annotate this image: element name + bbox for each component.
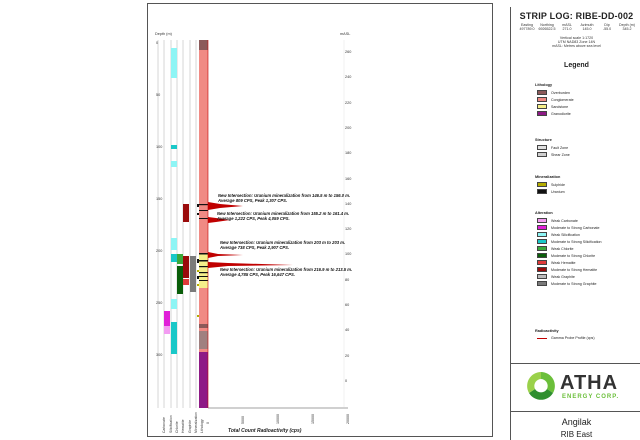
x-axis-title: Total Count Radioactivity (cps) (228, 428, 302, 434)
hematite-interval (183, 256, 189, 278)
masl-tick-label: 240 (345, 75, 352, 80)
legend-item (537, 274, 575, 279)
collar-field-label: Azimuth (580, 23, 594, 27)
legend-swatch (537, 267, 547, 272)
legend-swatch (537, 260, 547, 265)
x-tick-label: 20000 (346, 414, 350, 424)
collar-field-label: Dip (604, 23, 610, 27)
depth-tick-label: 150 (156, 197, 163, 201)
chlorite-interval (177, 254, 183, 264)
legend-label: Moderate to Strong Silicification (551, 239, 602, 244)
carbonate-interval (164, 326, 170, 334)
strip-log-plot (148, 4, 510, 438)
lithology-granodiorite (199, 352, 208, 408)
silicification-interval (171, 161, 177, 167)
masl-tick-label: 160 (345, 176, 352, 181)
collar-field-label: Northing (540, 23, 554, 27)
legend-label: Uranium (551, 189, 565, 194)
logo-name: ATHA (560, 372, 619, 394)
collar-field (577, 23, 597, 31)
project-name: Angilak (561, 417, 592, 427)
legend-label: Sulphide (551, 182, 565, 187)
silicification-interval (171, 238, 177, 250)
collar-field-value: 145.0 (582, 27, 592, 32)
graphite-interval (190, 256, 196, 292)
legend-swatch (537, 189, 547, 194)
collar-field (537, 23, 557, 31)
collar-field-value: 271.0 (562, 27, 572, 32)
legend-item (537, 189, 565, 194)
area-name: RIB East (560, 430, 593, 439)
legend-swatch (537, 232, 547, 237)
projection-text: UTM NAD83 Zone 14N (557, 40, 596, 44)
legend-swatch (537, 239, 547, 244)
legend-label: Fault Zone (551, 145, 569, 150)
legend-label: Shear Zone (551, 152, 570, 157)
logo-subtitle: ENERGY CORP. (562, 394, 620, 400)
strip-log-sheet (147, 3, 635, 439)
masl-tick-label: 200 (345, 125, 352, 130)
legend-label: Moderate to Strong Graphite (551, 281, 597, 286)
depth-tick-label: 50 (156, 93, 161, 97)
collar-field-label: Depth (m) (619, 23, 635, 27)
masl-tick-label: 120 (345, 227, 352, 232)
intersection-annotation-3: New Intersection: Uranium mineralization from 203 m to 203 m. Average 738 CPS, Peak 2,907 CPS. (220, 240, 346, 250)
legend-swatch (537, 218, 547, 223)
legend-item (537, 253, 595, 258)
legend-heading: Structure (535, 138, 552, 142)
legend-swatch (537, 104, 547, 109)
legend-swatch (537, 111, 547, 116)
x-tick-label: 10000 (276, 414, 280, 424)
depth-tick-label: 200 (156, 249, 163, 253)
legend-swatch (537, 246, 547, 251)
legend-item (537, 104, 568, 109)
silicification-interval (171, 322, 177, 354)
collar-field-value: 497789.0 (519, 27, 535, 32)
masl-axis-label: mASL (340, 32, 351, 36)
silicification-interval (171, 299, 177, 309)
collar-field-value: -55.0 (602, 27, 612, 32)
hematite-interval (183, 204, 189, 222)
intersection-annotation-4: New Intersection: Uranium mineralization from 216.9 m to 213.5 m. Average 4,785 CPS, Peak 16,647 CPS. (220, 267, 353, 277)
scale-text: Vertical scale 1:1720 (559, 36, 594, 40)
masl-tick-label: 40 (345, 328, 350, 333)
legend-swatch (537, 225, 547, 230)
company-logo (511, 363, 640, 411)
legend-item (537, 246, 574, 251)
column-label: Lithology (200, 419, 204, 433)
legend-swatch (537, 97, 547, 102)
legend-item (537, 260, 576, 265)
collar-info (517, 23, 637, 31)
legend-item (537, 145, 568, 150)
legend-title: Legend (564, 62, 589, 69)
intersection-annotation-2: New Intersection: Uranium mineralization from 155.2 m to 161.4 m. Average 1,222 CPS, Peak 4,059 CPS. (217, 211, 350, 221)
masl-tick-label: 100 (345, 252, 352, 257)
legend-item (537, 281, 597, 286)
masl-tick-label: 260 (345, 50, 352, 54)
legend-label: Weak Carbonate (551, 218, 578, 223)
column-label: Graphite (188, 419, 192, 433)
chlorite-interval (177, 266, 183, 294)
column-label: Mineralization (194, 412, 198, 433)
x-tick-label: 15000 (311, 414, 315, 424)
collar-field (557, 23, 577, 31)
legend-label: Moderate to Strong Hematite (551, 267, 598, 272)
silicification-interval (171, 145, 177, 149)
legend-label: Sandstone (551, 104, 569, 109)
legend-swatch (537, 145, 547, 150)
legend-item (537, 267, 597, 272)
collar-field (517, 23, 537, 31)
depth-tick-label: 100 (156, 145, 163, 149)
legend-label: Weak Graphite (551, 274, 575, 279)
log-svg (148, 4, 363, 438)
intersection-annotation-1: New Intersection: Uranium mineralization from 146.5 m to 156.0 m. Average 809 CPS, Peak 1,307 CPS. (218, 193, 351, 203)
legend-item (537, 218, 578, 223)
depth-tick-label: 300 (156, 353, 163, 357)
legend-item (537, 90, 570, 95)
legend-label: Weak Hematite (551, 260, 576, 265)
lithology-conglomerate (199, 50, 208, 352)
legend-heading: Lithology (535, 83, 553, 87)
collar-field (597, 23, 617, 31)
masl-tick-label: 180 (345, 151, 352, 156)
lithology-overburden (199, 40, 208, 50)
collar-field-value: 345.2 (622, 27, 632, 32)
legend-swatch (537, 152, 547, 157)
silicification-interval (171, 254, 177, 262)
silicification-interval (171, 48, 177, 78)
legend-swatch (537, 182, 547, 187)
legend-label: Weak Silicification (551, 232, 580, 237)
masl-tick-label: 220 (345, 100, 352, 105)
legend-swatch (537, 338, 547, 339)
collar-field-label: Easting (521, 23, 533, 27)
footer (511, 411, 640, 440)
strip-log-title: STRIP LOG: RIBE-DD-002 (519, 11, 634, 21)
legend-heading: Alteration (535, 211, 553, 215)
gamma-spike (208, 202, 243, 210)
lithology-sandstone (199, 254, 208, 288)
gamma-spike (208, 252, 243, 258)
legend-label: Moderate to Strong Chlorite (551, 253, 596, 258)
info-panel (510, 7, 640, 440)
column-label: Chlorite (175, 421, 179, 433)
legend-swatch (537, 90, 547, 95)
legend-item (537, 152, 570, 157)
masl-tick-label: 60 (345, 303, 350, 307)
depth-axis-label: Depth (m) (155, 32, 172, 36)
legend-label: Overburden (551, 90, 570, 95)
collar-field-value: 6926522.5 (538, 27, 556, 32)
legend-item (537, 97, 574, 102)
legend-label: Granodiorite (551, 111, 571, 116)
legend-swatch (537, 281, 547, 286)
legend-item (537, 336, 595, 340)
masl-tick-label: 20 (345, 353, 350, 358)
legend-label: Moderate to Strong Carbonate (551, 225, 600, 230)
legend-item (537, 225, 600, 230)
legend-item (537, 239, 602, 244)
masl-tick-label: 0 (345, 378, 348, 383)
legend-heading: Mineralization (535, 175, 561, 179)
collar-field-label: mASL (562, 23, 572, 27)
masl-tick-label: 80 (345, 277, 350, 282)
legend-swatch (537, 274, 547, 279)
legend-label: Conglomerate (551, 97, 574, 102)
masl-note: mASL: Metres above sea level (552, 44, 601, 48)
collar-field (617, 23, 637, 31)
x-tick-label: 0 (206, 422, 210, 424)
legend-item (537, 111, 571, 116)
hematite-interval (183, 279, 189, 285)
x-tick-label: 5000 (241, 416, 245, 424)
column-label: Carbonate (162, 417, 166, 433)
column-label: Hematite (181, 419, 185, 433)
legend-item (537, 182, 565, 187)
legend-item (537, 232, 580, 237)
legend-swatch (537, 253, 547, 258)
column-label: Silicification (169, 415, 173, 433)
legend-heading: Radioactivity (535, 329, 559, 333)
masl-tick-label: 140 (345, 201, 352, 206)
legend-label: Gamma Probe Profile (cps) (551, 336, 595, 340)
depth-tick-label: 0 (156, 41, 159, 45)
carbonate-interval (164, 311, 170, 326)
legend-label: Weak Chlorite (551, 246, 574, 251)
depth-tick-label: 250 (156, 301, 163, 305)
